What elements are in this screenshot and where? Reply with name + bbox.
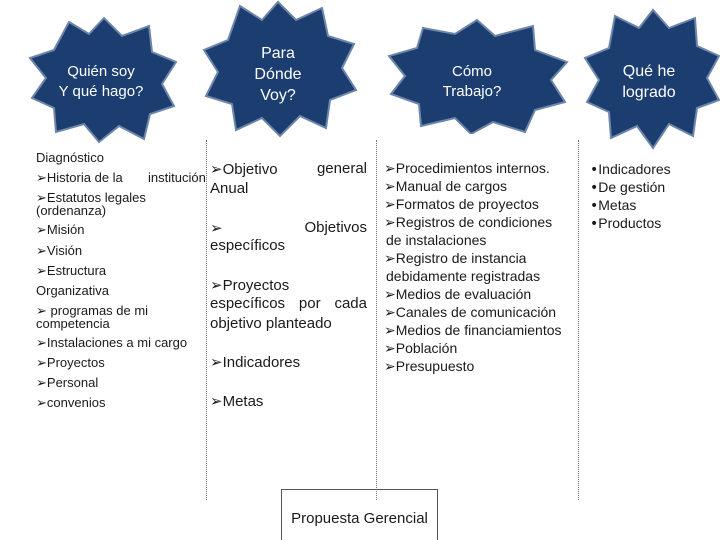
column-como-trabajo <box>384 0 576 540</box>
text: Registros de condiciones <box>395 214 553 230</box>
arrow-bullet-icon: ➢ <box>210 160 223 178</box>
item-personal <box>36 375 98 391</box>
item-canales <box>384 304 556 321</box>
item-metas <box>210 392 263 410</box>
footer-box <box>281 489 438 540</box>
text: Personal <box>46 375 99 390</box>
arrow-bullet-icon: ➢ <box>210 353 223 371</box>
text: Población <box>395 340 458 356</box>
arrow-bullet-icon: ➢ <box>210 392 223 410</box>
text: Instalaciones a mi cargo <box>46 335 188 350</box>
text: Objetivo <box>222 161 278 178</box>
arrow-bullet-icon: ➢ <box>36 191 47 206</box>
footer-label: Propuesta Gerencial <box>291 510 428 527</box>
arrow-bullet-icon: ➢ <box>384 251 396 267</box>
arrow-bullet-icon: ➢ <box>36 396 47 411</box>
text: programas de mi <box>50 303 149 318</box>
text: (ordenanza) <box>36 203 107 218</box>
item-manual <box>384 178 507 195</box>
text: Productos <box>598 215 662 231</box>
gear-label-line: Voy? <box>260 86 296 104</box>
item-medios-financiamientos <box>384 322 562 339</box>
item-de-instalaciones <box>386 232 486 248</box>
text: específicos <box>210 295 286 312</box>
text: Historia de la <box>46 170 123 185</box>
item-anual <box>210 180 248 197</box>
gear-label-line: Dónde <box>254 65 302 83</box>
arrow-bullet-icon: ➢ <box>36 223 47 238</box>
item-objetivos <box>210 219 367 237</box>
arrow-bullet-icon: ➢ <box>384 359 396 375</box>
text: Metas <box>598 197 637 213</box>
list-item <box>590 179 665 196</box>
item-convenios <box>36 395 105 411</box>
arrow-bullet-icon: ➢ <box>36 376 47 391</box>
text: Indicadores <box>222 354 301 371</box>
text: Procedimientos internos. <box>395 160 550 176</box>
text: Medios de financiamientos <box>395 322 562 338</box>
text: Estructura <box>46 263 107 278</box>
text: Metas <box>222 393 264 410</box>
gear-label-line: Qué he <box>622 63 676 80</box>
arrow-bullet-icon: ➢ <box>384 197 396 213</box>
bullet-icon: • <box>590 180 599 196</box>
arrow-bullet-icon: ➢ <box>36 171 47 186</box>
text: Anual <box>210 180 249 197</box>
item-instalaciones <box>36 335 187 351</box>
item-objetivo-planteado <box>210 315 332 332</box>
item-organizativa <box>36 283 109 298</box>
arrow-bullet-icon: ➢ <box>384 287 396 303</box>
arrow-bullet-icon: ➢ <box>384 323 396 339</box>
gear-label-line: logrado <box>622 83 676 101</box>
text: Canales de comunicación <box>395 304 557 320</box>
text: convenios <box>46 395 106 410</box>
arrow-bullet-icon: ➢ <box>384 215 396 231</box>
text: debidamente registradas <box>386 268 541 284</box>
arrow-bullet-icon: ➢ <box>384 161 396 177</box>
gear-label-line: Para <box>261 45 295 62</box>
gear-label-line: Cómo <box>451 63 492 80</box>
arrow-bullet-icon: ➢ <box>384 341 396 357</box>
bullet-icon: • <box>590 162 599 178</box>
item-registro-instancia <box>384 250 526 267</box>
item-poblacion <box>384 340 457 357</box>
text: Estatutos legales <box>46 190 146 205</box>
bullet-icon: • <box>590 198 599 214</box>
text: objetivo planteado <box>210 315 332 332</box>
column-que-he-logrado <box>590 0 718 540</box>
item-formatos <box>384 196 539 213</box>
item-estructura <box>36 263 106 279</box>
item-proyectos-especificos <box>210 295 367 312</box>
arrow-bullet-icon: ➢ <box>36 264 47 279</box>
item-estatutos-2 <box>36 203 106 218</box>
text: Proyectos <box>46 355 105 370</box>
item-vision <box>36 243 82 259</box>
bullet-icon: • <box>590 216 599 232</box>
text <box>210 160 278 178</box>
text: Misión <box>46 222 85 237</box>
list-item <box>590 161 671 178</box>
item-presupuesto <box>384 358 474 375</box>
text: Registro de instancia <box>395 250 527 266</box>
arrow-bullet-icon: ➢ <box>384 179 396 195</box>
arrow-bullet-icon: ➢ <box>36 336 47 351</box>
gear-label-line: Trabajo? <box>442 82 502 100</box>
arrow-bullet-icon: ➢ <box>210 276 223 294</box>
item-debidamente <box>386 268 540 284</box>
column-quien-soy <box>0 0 210 540</box>
arrow-bullet-icon: ➢ <box>210 219 223 237</box>
divider <box>578 140 579 500</box>
item-indicadores <box>210 353 300 371</box>
gear-label-line: Quién soy <box>67 63 135 80</box>
divider <box>376 140 377 500</box>
item-diagnostico <box>36 150 104 165</box>
divider <box>206 140 207 500</box>
arrow-bullet-icon: ➢ <box>36 356 47 371</box>
text: por <box>298 295 321 312</box>
gear-label-line: Y qué hago? <box>58 82 144 100</box>
arrow-bullet-icon: ➢ <box>36 244 47 259</box>
text: De gestión <box>598 179 666 195</box>
text: Proyectos <box>222 277 290 294</box>
item-especificos <box>210 237 285 254</box>
text: Objetivos <box>304 219 367 236</box>
list-item <box>590 215 661 232</box>
arrow-bullet-icon: ➢ <box>384 305 396 321</box>
text: específicos <box>210 237 286 254</box>
list-item <box>590 197 636 214</box>
text: competencia <box>36 316 110 331</box>
text: Diagnóstico <box>36 150 104 165</box>
item-procedimientos <box>384 160 550 177</box>
text: institución <box>148 170 206 185</box>
column-para-donde <box>210 0 370 540</box>
text: de instalaciones <box>386 232 487 248</box>
item-registros <box>384 214 552 231</box>
item-institucion <box>148 170 206 185</box>
text: Organizativa <box>36 283 109 298</box>
item-proyectos <box>36 355 105 371</box>
arrow-bullet-icon: ➢ <box>36 304 47 319</box>
item-objetivo-general <box>210 160 367 178</box>
text: Medios de evaluación <box>395 286 532 302</box>
text: Indicadores <box>598 161 671 177</box>
text: Manual de cargos <box>395 178 508 194</box>
item-mision <box>36 222 84 238</box>
item-medios-evaluacion <box>384 286 531 303</box>
item-proyectos <box>210 276 289 294</box>
text: Formatos de proyectos <box>395 196 539 212</box>
item-programas-2 <box>36 316 110 331</box>
text: Visión <box>46 243 83 258</box>
text: general <box>316 160 367 177</box>
text: cada <box>334 295 367 312</box>
item-historia <box>36 170 123 186</box>
text: Presupuesto <box>395 358 475 374</box>
